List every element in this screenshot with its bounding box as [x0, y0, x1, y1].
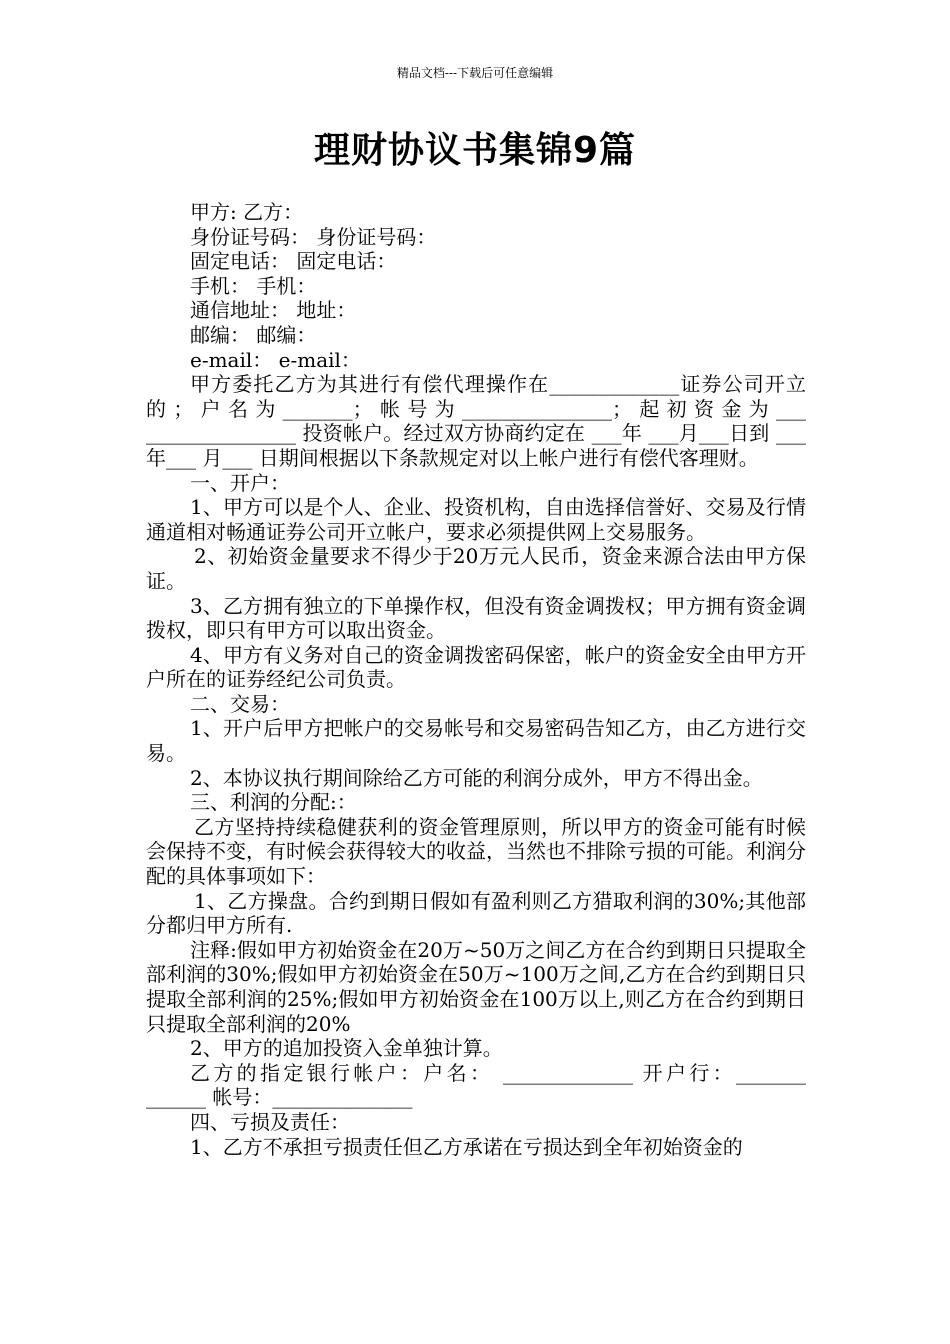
party-line: 甲方: 乙方：	[190, 200, 304, 224]
paragraph: 4、甲方有义务对自己的资金调拨密码保密，帐户的资金安全由甲方开户所在的证券经纪公司负责。	[146, 642, 806, 692]
section-heading: 三、利润的分配:：	[190, 790, 357, 815]
document-title: 理财协议书集锦9篇	[313, 130, 637, 171]
paragraph: 1、开户后甲方把帐户的交易帐号和交易密码告知乙方，由乙方进行交易。	[146, 716, 806, 766]
email-line: e-mail： e-mail：	[190, 347, 361, 372]
paragraph: 甲方委托乙方为其进行有偿代理操作在_____________证券公司开立的；户名为_______；帐号为_______________；起初资金为___ _______________ 投资帐户。经过双方协商约定在 ___年 ___月___日到 ___年___ 月___ 日期间根据以下条款规定对以上帐户进行有偿代客理财。	[146, 372, 806, 470]
paragraph: 乙方的指定银行帐户：户名： _____________ 开户行：_______ ______ 帐号：______________	[146, 1060, 806, 1110]
section-heading: 四、亏损及责任：	[190, 1109, 350, 1134]
paragraph: 1、甲方可以是个人、企业、投资机构，自由选择信誉好、交易及行情通道相对畅通证券公司开立帐户，要求必须提供网上交易服务。	[146, 495, 806, 544]
paragraph: 3、乙方拥有独立的下单操作权，但没有资金调拨权；甲方拥有资金调拨权，即只有甲方可以取出资金。	[146, 593, 806, 643]
paragraph: 1、乙方不承担亏损责任但乙方承诺在亏损达到全年初始资金的	[190, 1134, 743, 1159]
address-line: 通信地址： 地址：	[190, 298, 357, 323]
landline-line: 固定电话： 固定电话：	[190, 249, 397, 274]
paragraph: 1、乙方操盘。合约到期日假如有盈利则乙方猎取利润的30%;其他部分都归甲方所有.	[146, 888, 806, 938]
postcode-line: 邮编： 邮编：	[190, 322, 317, 347]
paragraph: 注释:假如甲方初始资金在20万~50万之间乙方在合约到期日只提取全部利润的30%;假如甲方初始资金在50万~100万之间,乙方在合约到期日只提取全部利润的25%;假如甲方初始资金在100万以上,则乙方在合约到期日只提取全部利润的20%	[146, 937, 806, 1036]
paragraph: 2、甲方的追加投资入金单独计算。	[190, 1036, 503, 1061]
id-number-line: 身份证号码： 身份证号码：	[190, 224, 437, 249]
section-heading: 一、开户：	[190, 470, 290, 495]
paragraph: 2、本协议执行期间除给乙方可能的利润分成外，甲方不得出金。	[190, 765, 763, 790]
document-body	[146, 200, 806, 1159]
paragraph: 乙方坚持持续稳健获利的资金管理原则，所以甲方的资金可能有时候会保持不变，有时候会获得较大的收益，当然也不排除亏损的可能。利润分配的具体事项如下：	[146, 814, 806, 889]
mobile-line: 手机： 手机：	[190, 273, 317, 298]
page-header: 精品文档---下载后可任意编辑	[396, 66, 554, 80]
paragraph: 2、初始资金量要求不得少于20万元人民币，资金来源合法由甲方保证。	[146, 544, 806, 593]
section-heading: 二、交易：	[190, 691, 290, 716]
